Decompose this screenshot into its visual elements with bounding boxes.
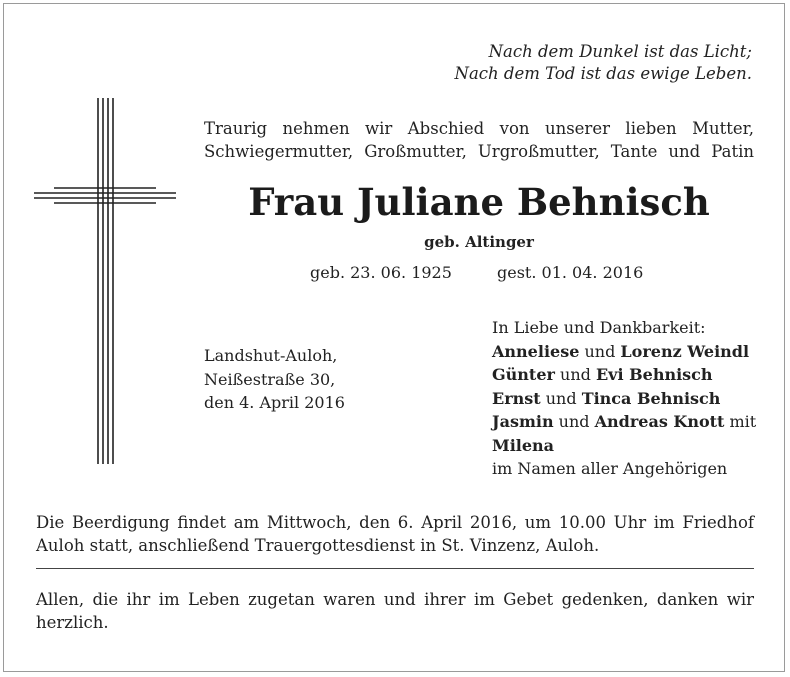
mourner-first: Ernst: [492, 388, 541, 408]
mourner-first: Anneliese: [492, 341, 580, 361]
thanks-line-2: herzlich.: [36, 613, 109, 632]
funeral-line-1: Die Beerdigung findet am Mittwoch, den 6. April 2016, um 10.00 Uhr im Friedhof: [36, 513, 754, 532]
divider: [36, 568, 754, 569]
place-and-date: [204, 344, 345, 415]
mourner-row: [492, 340, 756, 364]
mourner-suffix: mit: [724, 412, 757, 431]
intro-line-2: Schwiegermutter, Großmutter, Urgroßmutter, Tante und Patin: [204, 142, 754, 161]
maiden-name: geb. Altinger: [424, 233, 534, 251]
funeral-line-2: Auloh statt, anschließend Trauergottesdienst in St. Vinzenz, Auloh.: [36, 536, 600, 555]
mourners-block: [492, 316, 756, 481]
mourner-first: Jasmin: [492, 412, 554, 431]
quote-block: [404, 41, 752, 85]
thanks-text: [36, 588, 754, 634]
deceased-name: Frau Juliane Behnisch: [248, 180, 710, 224]
mourners-closing: im Namen aller Angehörigen: [492, 459, 728, 478]
mourner-conj: und: [554, 365, 596, 384]
mourner-child-name: Milena: [492, 435, 555, 455]
mourner-row: [492, 363, 756, 387]
thanks-line-1: Allen, die ihr im Leben zugetan waren und ihrer im Gebet gedenken, danken wir: [36, 590, 754, 609]
mourner-second: Evi Behnisch: [595, 365, 713, 384]
death-date: gest. 01. 04. 2016: [497, 263, 644, 282]
place-line-3: den 4. April 2016: [204, 393, 345, 412]
mourner-second: Andreas Knott: [594, 412, 725, 431]
quote-line-1: Nach dem Dunkel ist das Licht;: [488, 42, 752, 61]
quote-line-2: Nach dem Tod ist das ewige Leben.: [454, 64, 752, 83]
mourner-conj: und: [579, 341, 621, 361]
mourner-conj: und: [540, 388, 582, 408]
mourners-heading: In Liebe und Dankbarkeit:: [492, 318, 706, 337]
funeral-info: [36, 511, 754, 557]
mourner-conj: und: [553, 412, 595, 431]
birth-date: geb. 23. 06. 1925: [310, 263, 452, 282]
mourner-child: [492, 434, 756, 458]
mourner-second: Tinca Behnisch: [581, 388, 721, 408]
place-line-2: Neißestraße 30,: [204, 369, 336, 389]
mourner-row: [492, 410, 756, 434]
place-line-1: Landshut-Auloh,: [204, 346, 338, 365]
mourner-row: [492, 387, 756, 411]
mourner-first: Günter: [492, 365, 555, 384]
mourner-second: Lorenz Weindl: [620, 341, 750, 361]
cross-icon: [30, 92, 180, 464]
intro-line-1: Traurig nehmen wir Abschied von unserer lieben Mutter,: [204, 119, 754, 138]
intro-text: [204, 117, 754, 163]
